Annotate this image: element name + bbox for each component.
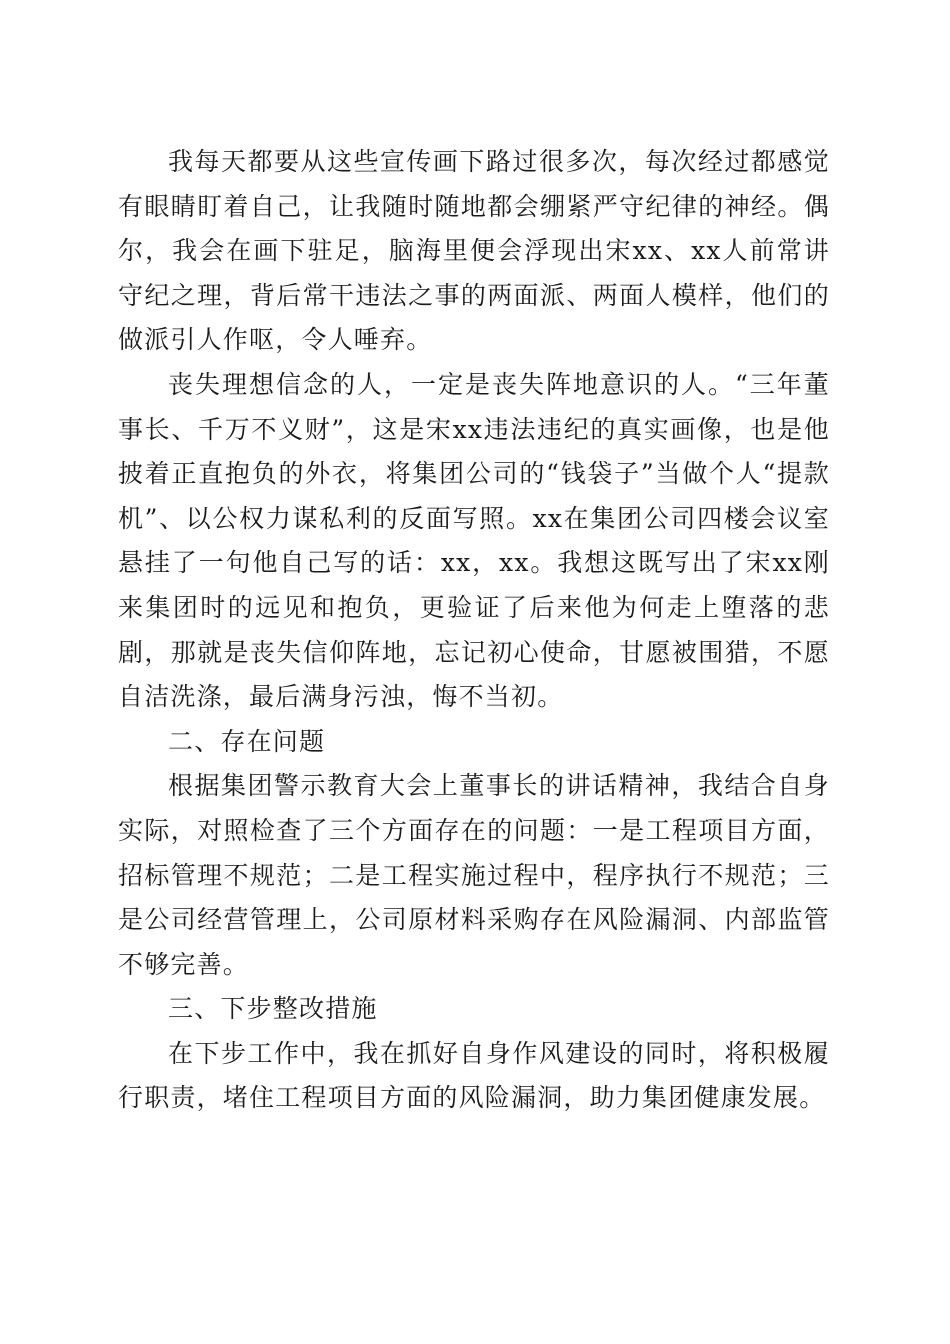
paragraph-propaganda-reflection: 我每天都要从这些宣传画下路过很多次，每次经过都感觉有眼睛盯着自己，让我随时随地都会绷紧严守纪律的神经。偶尔，我会在画下驻足，脑海里便会浮现出宋xx、xx人前常讲守纪之理，背后常干违法之事的两面派、两面人模样，他们的做派引人作呕，令人唾弃。 [118,147,830,355]
section-heading-rectification-measures: 三、下步整改措施 [168,994,378,1024]
paragraph-existing-problems: 根据集团警示教育大会上董事长的讲话精神，我结合自身实际，对照检查了三个方面存在的问题：一是工程项目方面，招标管理不规范；二是工程实施过程中，程序执行不规范；三是公司经营管理上，公司原材料采购存在风险漏洞、内部监管不够完善。 [118,771,830,979]
paragraph-ideals-and-beliefs: 丧失理想信念的人，一定是丧失阵地意识的人。“三年董事长、千万不义财”，这是宋xx违法违纪的真实画像，也是他披着正直抱负的外衣，将集团公司的“钱袋子”当做个人“提款机”、以公权力谋私利的反面写照。xx在集团公司四楼会议室悬挂了一句他自己写的话：xx，xx。我想这既写出了宋xx刚来集团时的远见和抱负，更验证了后来他为何走上堕落的悲剧，那就是丧失信仰阵地，忘记初心使命，甘愿被围猎，不愿自洁洗涤，最后满身污浊，悔不当初。 [118,369,830,712]
document-body [118,140,830,1121]
paragraph-rectification-measures: 在下步工作中，我在抓好自身作风建设的同时，将积极履行职责，堵住工程项目方面的风险漏洞，助力集团健康发展。 [118,1038,830,1113]
section-heading-existing-problems: 二、存在问题 [168,726,326,756]
